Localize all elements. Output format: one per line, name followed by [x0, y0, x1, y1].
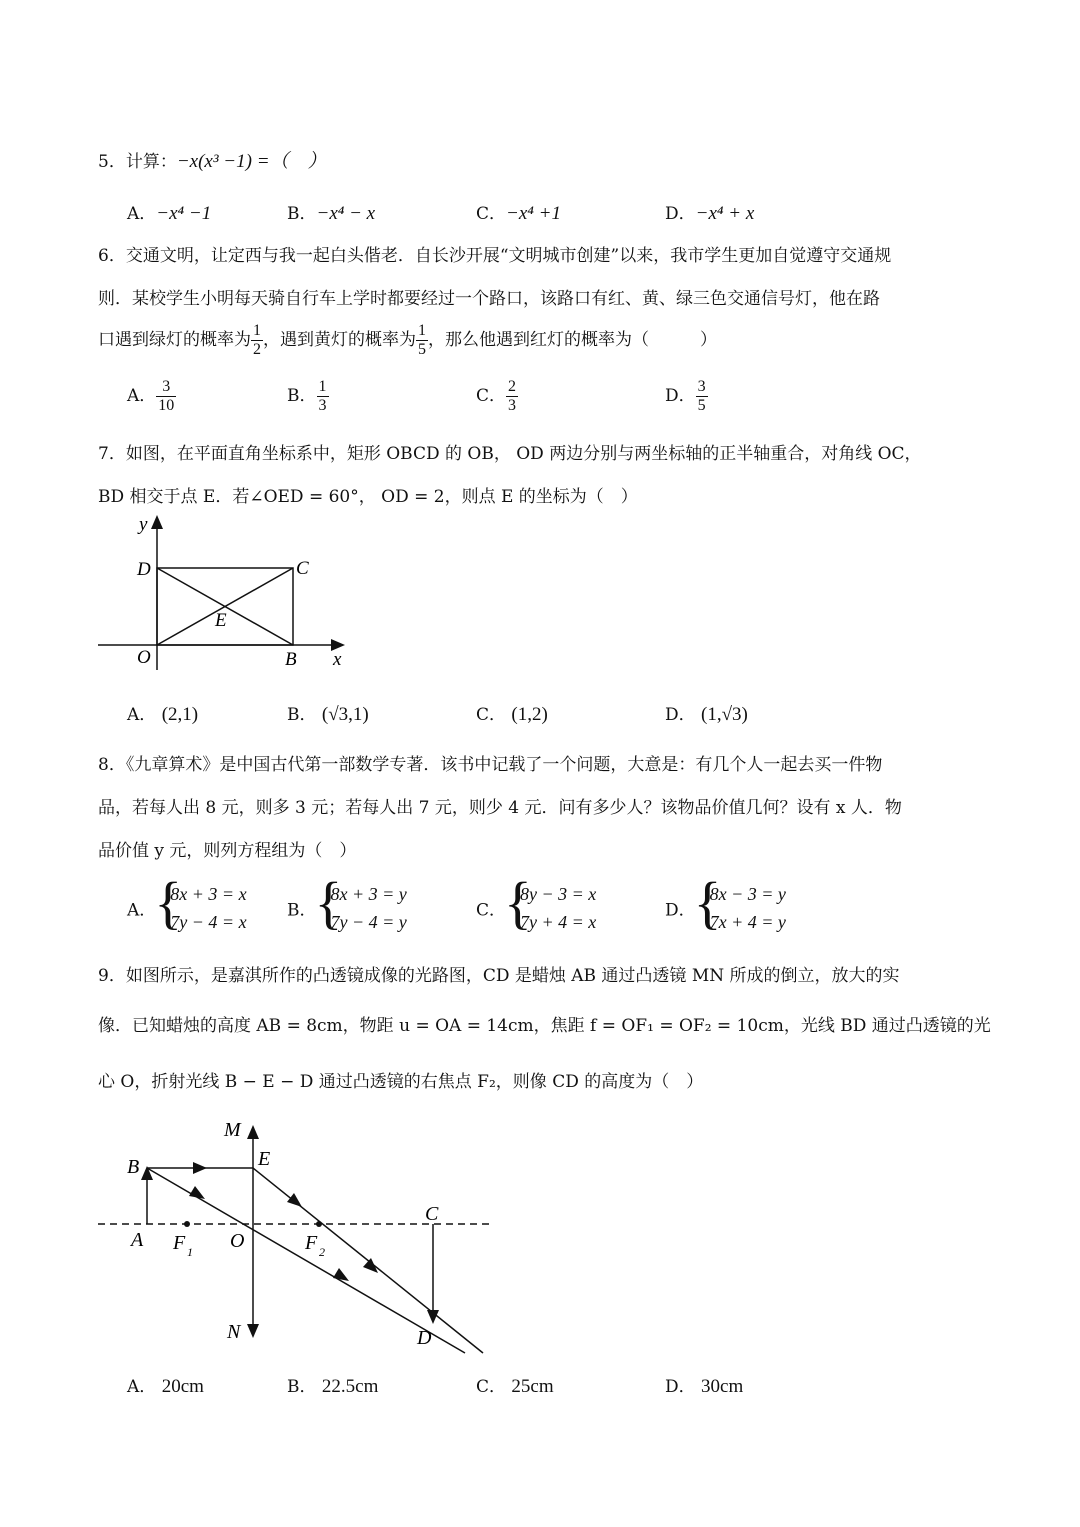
q5-number-text: 5．计算：	[98, 152, 177, 172]
option-text: −x⁴ +1	[506, 203, 561, 224]
option-label: A．	[127, 204, 157, 224]
equation-1: { 8x − 3 = y	[709, 884, 786, 904]
q9-lens-figure	[95, 1110, 495, 1360]
equation-system	[156, 880, 246, 936]
label-y: y	[139, 514, 148, 535]
ray-arrow-icon	[189, 1186, 205, 1199]
q6-text-b: ，遇到黄灯的概率为	[263, 330, 416, 350]
ray-arrow-icon	[363, 1258, 378, 1273]
equation-system	[696, 880, 786, 936]
option-label: C．	[476, 705, 507, 725]
denominator: 3	[318, 397, 327, 414]
label-d: D	[417, 1327, 432, 1349]
option-text: (1,√3)	[701, 704, 748, 725]
numerator: 2	[508, 378, 517, 395]
equation-2: 7y − 4 = x	[170, 912, 247, 932]
option-label: C．	[476, 204, 507, 224]
option-text: −x⁴ −1	[156, 203, 212, 224]
option-text: (2,1)	[161, 704, 199, 725]
numerator: 3	[156, 378, 176, 397]
option-label: C．	[476, 1377, 507, 1397]
q9-option-a	[127, 1372, 204, 1398]
numerator: 1	[253, 322, 261, 339]
option-text: 30cm	[701, 1376, 744, 1397]
numerator: 3	[697, 378, 706, 395]
q5-option-c	[476, 199, 561, 225]
q8-line1: 8．《九章算术》是中国古代第一部数学专著．该书中记载了一个问题，大意是：有几个人一起去买一件物	[98, 755, 883, 775]
label-a: A	[131, 1229, 144, 1251]
equation-1: { 8x + 3 = y	[330, 884, 407, 904]
q9-line1: 9．如图所示，是嘉淇所作的凸透镜成像的光路图，CD 是蜡烛 AB 通过凸透镜 MN 所成的倒立，放大的实	[98, 966, 900, 986]
label-c: C	[425, 1203, 439, 1225]
q6-fraction-green	[251, 322, 263, 359]
label-o: O	[137, 647, 151, 668]
lens-bottom-arrow-icon	[247, 1324, 259, 1338]
q7-option-c	[476, 700, 548, 726]
option-label: A．	[127, 705, 157, 725]
numerator: 1	[418, 322, 426, 339]
lens-top-arrow-icon	[247, 1125, 259, 1139]
denominator: 5	[697, 397, 706, 414]
equation-system	[506, 880, 596, 936]
q9-option-c	[476, 1372, 554, 1398]
option-label: B．	[287, 386, 317, 406]
equation-2: 7y − 4 = y	[330, 912, 407, 932]
focal-point-f1	[184, 1221, 190, 1227]
option-text: (√3,1)	[321, 704, 369, 725]
q5-option-d	[665, 199, 754, 225]
label-o: O	[230, 1230, 245, 1252]
option-fraction	[156, 378, 176, 415]
option-label: B．	[287, 1377, 317, 1397]
option-text: 22.5cm	[321, 1376, 379, 1397]
option-label: D．	[665, 204, 696, 224]
q6-text-c: ，那么他遇到红灯的概率为（ ）	[428, 330, 717, 350]
option-label: A．	[127, 1377, 157, 1397]
option-text: 25cm	[511, 1376, 554, 1397]
q5-stem	[98, 146, 327, 173]
focal-point-f2	[316, 1221, 322, 1227]
q7-option-d	[665, 700, 748, 726]
denominator: 3	[508, 397, 517, 414]
q7-option-b	[287, 700, 369, 726]
option-label: D．	[665, 1377, 696, 1397]
option-label: B．	[287, 705, 317, 725]
ray-arrow-icon	[333, 1268, 349, 1281]
option-text: (1,2)	[511, 704, 548, 725]
q8-option-d	[665, 880, 786, 936]
option-text: 20cm	[161, 1376, 204, 1397]
q8-option-a	[127, 880, 247, 936]
equation-1: { 8y − 3 = x	[520, 884, 597, 904]
label-f1-subscript: 1	[187, 1245, 193, 1259]
option-label: D．	[665, 705, 696, 725]
equation-2: 7x + 4 = y	[709, 912, 786, 932]
y-axis-arrow-icon	[151, 515, 163, 529]
q6-option-a	[127, 378, 176, 415]
equation-1: { 8x + 3 = x	[170, 884, 247, 904]
label-f2: F	[305, 1232, 318, 1254]
q6-option-d	[665, 378, 708, 415]
q7-line2: BD 相交于点 E．若∠OED = 60°， OD = 2，则点 E 的坐标为（ ）	[98, 487, 638, 507]
label-c: C	[296, 558, 309, 579]
label-m: M	[224, 1119, 241, 1141]
q5-option-a	[127, 199, 211, 225]
q5-option-b	[287, 199, 375, 225]
q9-option-b	[287, 1372, 378, 1398]
option-label: C．	[476, 386, 507, 406]
label-x: x	[333, 649, 342, 670]
q8-line3: 品价值 y 元，则列方程组为（ ）	[98, 841, 357, 861]
option-label: B．	[287, 204, 317, 224]
q6-option-c	[476, 378, 518, 415]
q5-expression: −x(x³ −1) =（ ）	[176, 151, 327, 172]
equation-2: 7y + 4 = x	[520, 912, 597, 932]
numerator: 1	[318, 378, 327, 395]
option-text: −x⁴ + x	[695, 203, 755, 224]
label-d: D	[137, 559, 151, 580]
q8-option-c	[476, 880, 596, 936]
q7-option-a	[127, 700, 198, 726]
equation-system	[317, 880, 407, 936]
option-fraction	[696, 378, 708, 415]
label-f2-subscript: 2	[319, 1245, 325, 1259]
q6-line1: 6．交通文明，让定西与我一起白头偕老．自长沙开展“文明城市创建”以来，我市学生更加自觉遵守交通规	[98, 246, 892, 266]
label-f1: F	[173, 1232, 186, 1254]
q6-line2: 则．某校学生小明每天骑自行车上学时都要经过一个路口，该路口有红、黄、绿三色交通信号灯，他在路	[98, 289, 880, 309]
option-text: −x⁴ − x	[316, 203, 376, 224]
label-b: B	[127, 1156, 140, 1178]
q7-coordinate-figure	[95, 510, 365, 675]
q6-fraction-yellow	[416, 322, 428, 359]
option-fraction	[317, 378, 329, 415]
ray-ed	[253, 1168, 483, 1353]
denominator: 10	[158, 397, 175, 414]
q9-option-d	[665, 1372, 743, 1398]
label-e: E	[215, 610, 227, 631]
label-e: E	[258, 1148, 271, 1170]
option-label: B．	[287, 900, 317, 921]
q6-text-a: 口遇到绿灯的概率为	[98, 330, 251, 350]
q8-option-b	[287, 880, 407, 936]
q9-line3: 心 O，折射光线 B − E − D 通过凸透镜的右焦点 F₂，则像 CD 的高度为（ ）	[98, 1072, 704, 1092]
denominator: 2	[253, 341, 261, 358]
ray-arrow-icon	[287, 1193, 302, 1207]
q9-line2: 像．已知蜡烛的高度 AB = 8cm，物距 u = OA = 14cm，焦距 f = OF₁ = OF₂ = 10cm，光线 BD 通过凸透镜的光	[98, 1016, 991, 1036]
denominator: 5	[418, 341, 426, 358]
option-label: D．	[665, 900, 696, 921]
ray-arrow-icon	[193, 1162, 207, 1174]
label-b: B	[285, 649, 297, 670]
option-label: D．	[665, 386, 696, 406]
q6-line3	[98, 322, 717, 359]
option-label: C．	[476, 900, 507, 921]
q8-line2: 品，若每人出 8 元，则多 3 元；若每人出 7 元，则少 4 元．问有多少人？该物品价值几何？设有 x 人．物	[98, 798, 902, 818]
q7-line1: 7．如图，在平面直角坐标系中，矩形 OBCD 的 OB， OD 两边分别与两坐标轴的正半轴重合，对角线 OC，	[98, 444, 922, 464]
option-fraction	[506, 378, 518, 415]
q6-option-b	[287, 378, 329, 415]
option-label: A．	[127, 900, 157, 921]
label-n: N	[227, 1321, 241, 1343]
option-label: A．	[127, 386, 157, 406]
